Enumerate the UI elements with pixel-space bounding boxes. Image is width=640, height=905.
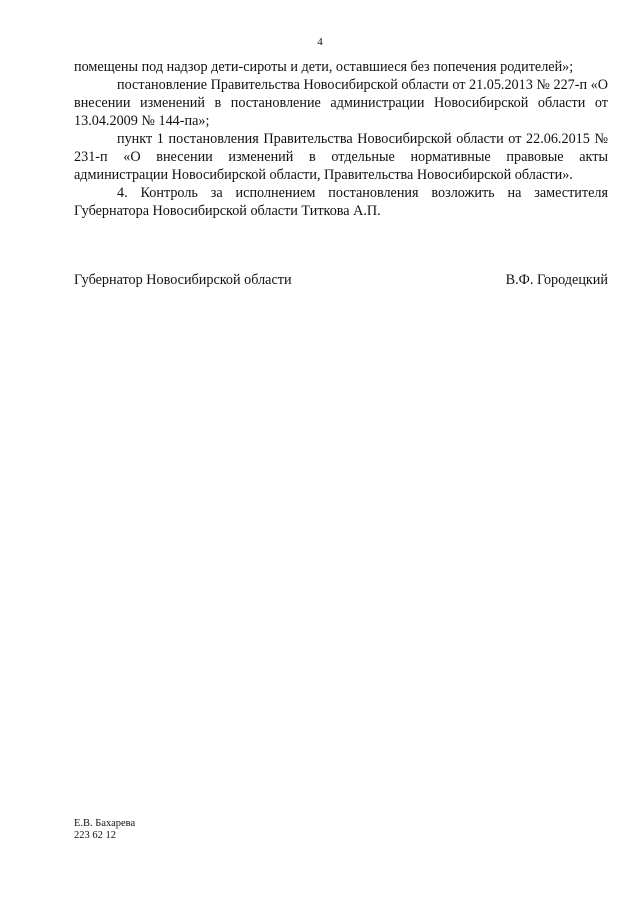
signatory-name: В.Ф. Городецкий xyxy=(505,272,608,288)
executor-phone: 223 62 12 xyxy=(74,830,116,841)
paragraph-continuation: помещены под надзор дети-сироты и дети, оставшиеся без попечения родителей»; xyxy=(74,59,574,75)
signature-block xyxy=(74,271,608,289)
executor-name: Е.В. Бахарева xyxy=(74,818,136,829)
paragraph-control-clause: 4. Контроль за исполнением постановления возложить на заместителя Губернатора Новосибирской области Титкова А.П. xyxy=(74,185,608,219)
document-body xyxy=(74,58,608,220)
page-number: 4 xyxy=(317,36,323,48)
paragraph-resolution-227p: постановление Правительства Новосибирской области от 21.05.2013 № 227-п «О внесении изменений в постановление администрации Новосибирской области от 13.04.2009 № 144-па»; xyxy=(74,77,608,129)
paragraph-resolution-231p: пункт 1 постановления Правительства Новосибирской области от 22.06.2015 № 231-п «О внесении изменений в отдельные нормативные правовые акты администрации Новосибирской области, Правительства Новосибирской области». xyxy=(74,131,608,183)
signatory-position: Губернатор Новосибирской области xyxy=(74,272,292,288)
executor-block xyxy=(74,818,135,842)
